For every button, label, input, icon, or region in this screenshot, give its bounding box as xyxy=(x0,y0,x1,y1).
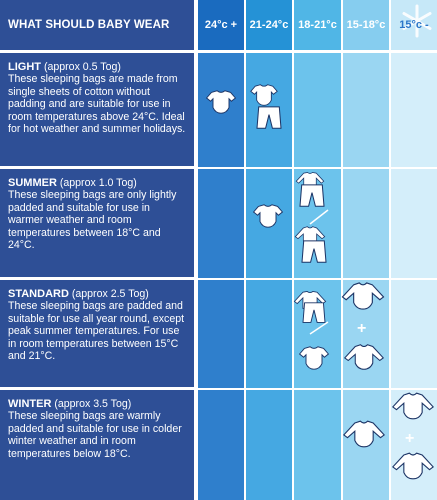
row-winter-text: These sleeping bags are warmly padded and suitable for use in colder winter weather and in room temperatures below 18°C. xyxy=(8,410,182,460)
long-sleeve-bodysuit-icon xyxy=(391,452,435,480)
trousers-icon xyxy=(299,184,325,208)
plus-sign: + xyxy=(357,320,367,337)
row-standard-name: STANDARD xyxy=(8,288,69,300)
short-sleeve-bodysuit-icon xyxy=(205,90,237,114)
column-18-21 xyxy=(293,53,341,500)
row-standard-description xyxy=(0,280,194,387)
temp-header-21-24: 21-24°c xyxy=(245,0,292,50)
long-sleeve-bodysuit-icon xyxy=(340,282,386,310)
row-divider xyxy=(197,167,437,169)
temp-header-18-21: 18-21°c xyxy=(293,0,341,50)
trousers-icon xyxy=(301,240,327,264)
row-standard-text: These sleeping bags are padded and suitable for use all year round, except peak summer temperatures. For use in room temperatures between 15°C and 21°C. xyxy=(8,300,185,363)
long-sleeve-bodysuit-icon xyxy=(391,392,435,420)
row-winter-tog: (approx 3.5 Tog) xyxy=(51,398,132,410)
row-summer-text: These sleeping bags are only lightly padded and suitable for use in warmer weather and room temperatures between 18°C and 24°C. xyxy=(8,189,177,252)
or-divider xyxy=(308,320,330,336)
row-winter-description xyxy=(0,390,194,500)
row-light-name: LIGHT xyxy=(8,61,41,73)
row-summer-name: SUMMER xyxy=(8,177,57,189)
short-sleeve-bodysuit-icon xyxy=(252,204,284,228)
row-divider xyxy=(197,388,437,390)
short-sleeve-bodysuit-icon xyxy=(298,345,330,371)
chart-title: WHAT SHOULD BABY WEAR xyxy=(0,0,194,50)
long-sleeve-bodysuit-icon xyxy=(343,343,385,371)
row-light-text: These sleeping bags are made from single sheets of cotton without padding and are suitable for use in room temperatures above 24°C. Ideal for hot weather and summer holidays. xyxy=(8,73,186,136)
row-winter-name: WINTER xyxy=(8,398,52,410)
row-standard-tog: (approx 2.5 Tog) xyxy=(68,288,149,300)
temp-header-24-plus: 24°c + xyxy=(197,0,244,50)
row-light-tog: (approx 0.5 Tog) xyxy=(41,61,121,73)
short-sleeve-bodysuit-icon xyxy=(247,84,281,106)
or-divider xyxy=(308,208,330,226)
long-sleeve-bodysuit-icon xyxy=(342,420,386,448)
row-divider xyxy=(197,51,437,53)
row-light-description xyxy=(0,53,194,166)
temp-header-15-18: 15-18°c xyxy=(342,0,389,50)
row-divider xyxy=(197,278,437,280)
row-summer-tog: (approx 1.0 Tog) xyxy=(56,177,137,189)
trousers-icon xyxy=(256,106,282,130)
column-24-plus xyxy=(197,53,244,500)
row-summer-description xyxy=(0,169,194,277)
plus-sign: + xyxy=(405,430,415,447)
temp-label-15-minus: 15°c - xyxy=(399,19,429,31)
